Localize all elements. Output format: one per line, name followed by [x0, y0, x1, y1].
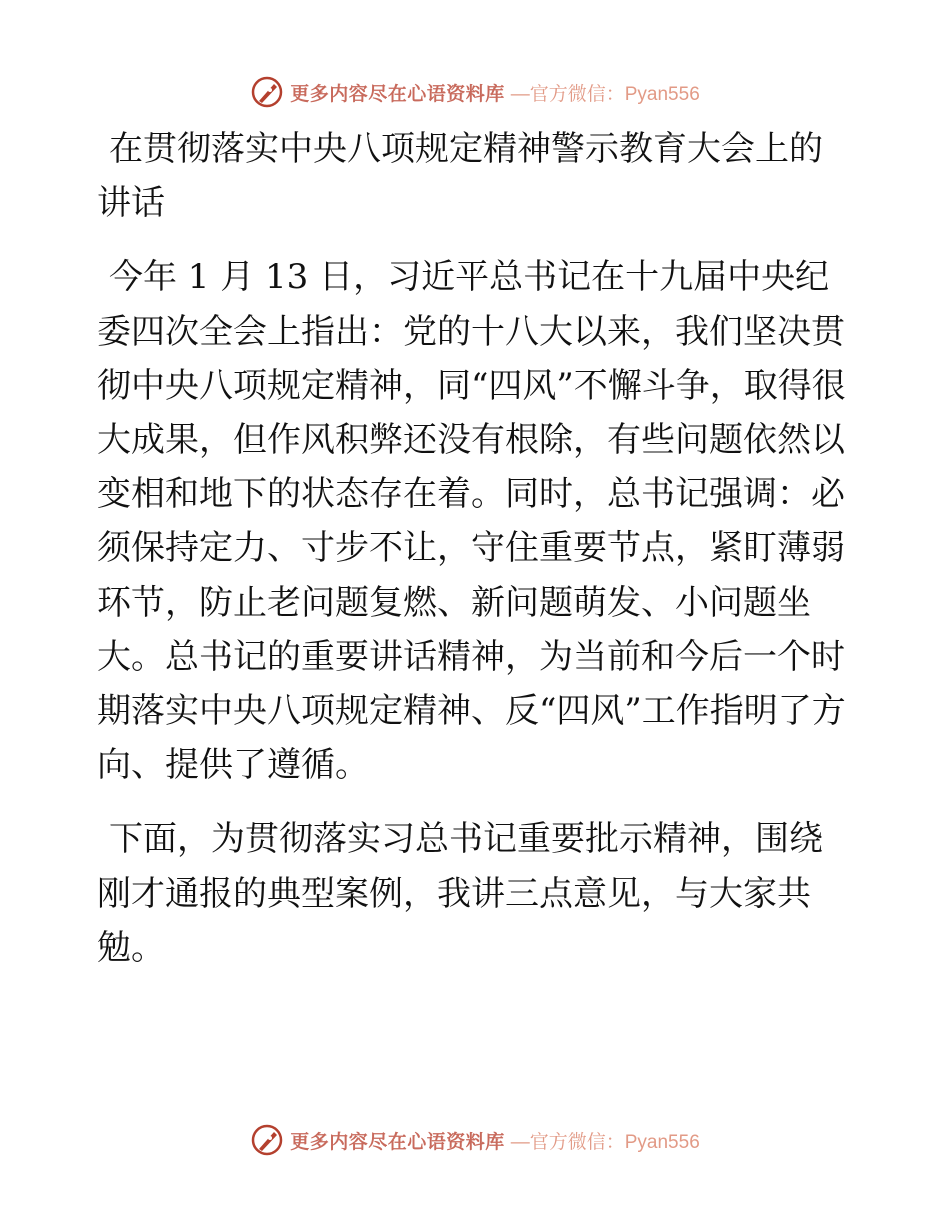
document-body [97, 122, 849, 975]
paragraph-1: 今年 1 月 13 日，习近平总书记在十九届中央纪委四次全会上指出：党的十八大以来，我们坚决贯彻中央八项规定精神，同“四风”不懈斗争，取得很大成果，但作风积弊还没有根除，有些问题依然以变相和地下的状态存在着。同时，总书记强调：必须保持定力、寸步不让，守住重要节点，紧盯薄弱环节，防止老问题复燃、新问题萌发、小问题坐大。总书记的重要讲话精神，为当前和今后一个时期落实中央八项规定精神、反“四风”工作指明了方向、提供了遵循。 [97, 257, 846, 786]
paragraph-2: 下面，为贯彻落实习总书记重要批示精神，围绕刚才通报的典型案例，我讲三点意见，与大家共勉。 [97, 819, 823, 968]
header-watermark [0, 72, 950, 112]
pen-nib-circle-icon [250, 1123, 284, 1157]
pen-nib-circle-icon [250, 75, 284, 109]
watermark-brand: 更多内容尽在心语资料库 [290, 1130, 505, 1153]
watermark-contact: —官方微信：Pyan556 [510, 1131, 700, 1153]
document-title: 在贯彻落实中央八项规定精神警示教育大会上的讲话 [97, 129, 823, 224]
footer-watermark [0, 1120, 950, 1160]
watermark-contact: —官方微信：Pyan556 [510, 83, 700, 105]
watermark-brand: 更多内容尽在心语资料库 [290, 82, 505, 105]
